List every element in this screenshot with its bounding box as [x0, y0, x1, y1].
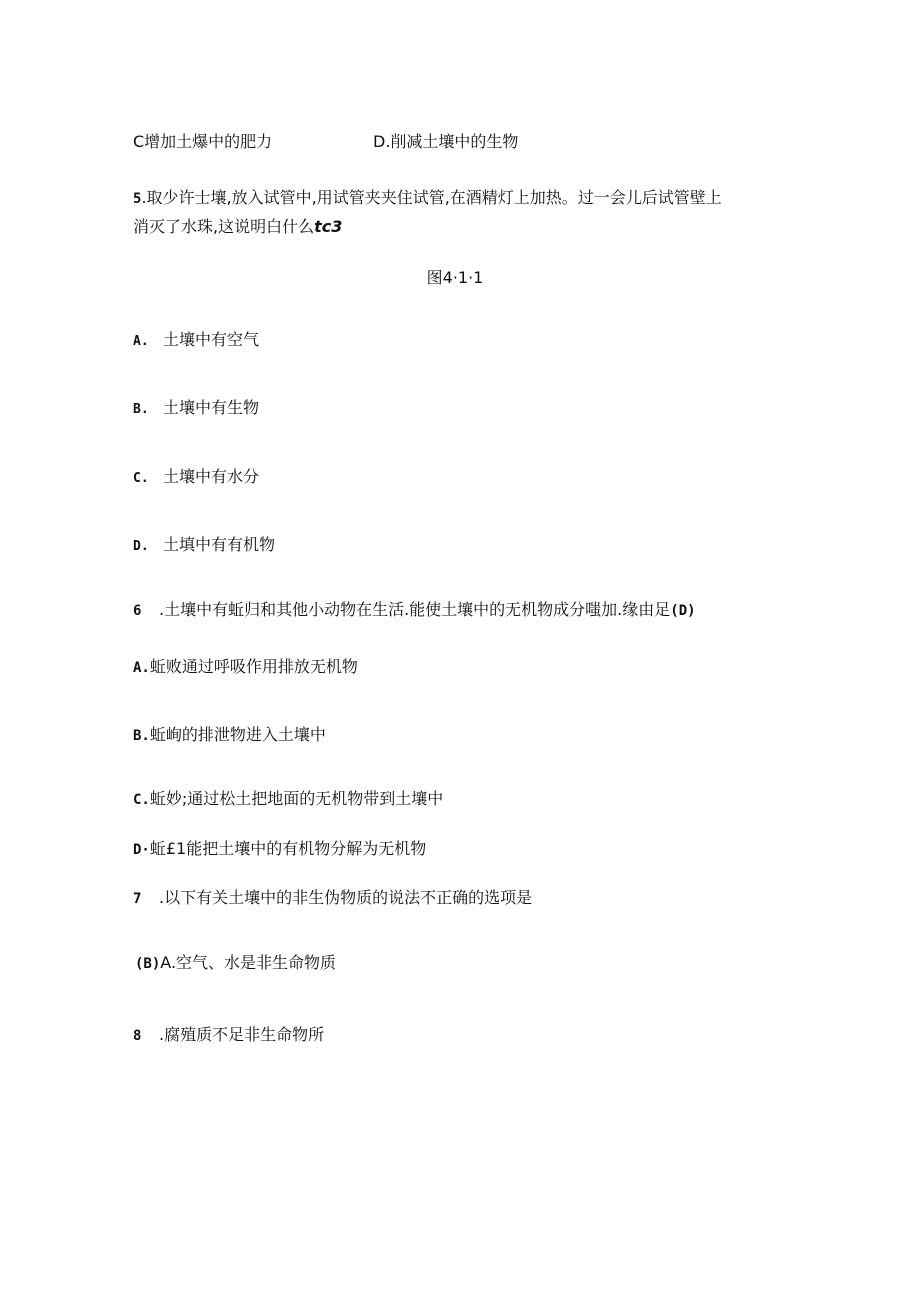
q5-option-a — [133, 329, 259, 353]
q6-answer: (D) — [670, 603, 696, 619]
q6-option-b-text: 蚯峋的排泄物进入土壤中 — [149, 725, 326, 744]
q5-option-c-letter: C. — [133, 471, 149, 486]
q7-option-a-text: A.空气、水是非生命物质 — [160, 953, 337, 972]
q5-stem-text-2: 消灭了水珠,这说明白什么 — [133, 217, 315, 236]
q6-stem — [133, 599, 696, 622]
q7-answer: (B) — [135, 956, 161, 972]
q5-option-d-letter: D. — [133, 539, 149, 554]
q5-option-c — [133, 466, 259, 490]
q7-option-a — [135, 952, 336, 975]
q7-stem-text: .以下有关土壤中的非生伪物质的说法不正确的选项是 — [159, 888, 533, 907]
q6-option-a-text: 蚯败通过呼吸作用排放无机物 — [149, 657, 358, 676]
q6-option-a — [133, 656, 358, 679]
q5-option-c-text: 土壤中有水分 — [163, 467, 260, 486]
q6-option-a-letter: A. — [133, 660, 150, 676]
q6-stem-text: .土壤中有蚯归和其他小动物在生活.能使土壤中的无机物成分嗤加.缘由足 — [159, 600, 671, 619]
q6-option-b-letter: B. — [133, 728, 150, 744]
q5-stem-line2 — [133, 216, 342, 238]
q4-option-d — [373, 131, 518, 153]
q5-option-a-letter: A. — [133, 334, 149, 349]
q6-option-d-prefix: 蚯£1 — [149, 839, 187, 858]
q4-option-d-text: D.削减土壤中的生物 — [373, 132, 519, 151]
q6-option-c — [133, 788, 443, 811]
q5-option-d-text: 土填中有有机物 — [163, 535, 276, 554]
q4-option-c-text: C增加土爆中的肥力 — [133, 132, 273, 151]
q6-option-c-letter: C. — [133, 792, 150, 808]
q4-option-c — [133, 131, 272, 153]
q5-stem-suffix: tc3 — [314, 217, 343, 236]
q5-number: 5 — [133, 191, 142, 207]
q6-option-d-text: 能把土壤中的有机物分解为无机物 — [186, 839, 427, 858]
q8-stem-text: .腐殖质不足非生命物所 — [159, 1025, 325, 1044]
q6-option-c-text: 蚯妙;通过松土把地面的无机物带到土壤中 — [149, 789, 444, 808]
q6-option-d-letter: D· — [133, 842, 150, 858]
q5-stem-text: .取少许士壤,放入试管中,用试管夹夹住试管,在酒精灯上加热。过一会儿后试管壁上 — [141, 188, 722, 207]
q8-number: 8 — [133, 1028, 142, 1044]
figure-label-text: 图4·1·1 — [426, 268, 484, 287]
figure-label — [0, 267, 910, 289]
q5-option-a-text: 土壤中有空气 — [163, 330, 260, 349]
q6-number: 6 — [133, 603, 142, 619]
q7-stem — [133, 887, 532, 910]
q5-option-d — [133, 534, 275, 558]
q5-option-b-letter: B. — [133, 402, 149, 417]
q6-option-b — [133, 724, 326, 747]
q5-option-b-text: 土壤中有生物 — [163, 398, 260, 417]
q5-option-b — [133, 397, 259, 421]
q5-stem-line1 — [133, 187, 722, 210]
q6-option-d — [133, 838, 426, 861]
q7-number: 7 — [133, 891, 142, 907]
q8-stem — [133, 1024, 324, 1047]
